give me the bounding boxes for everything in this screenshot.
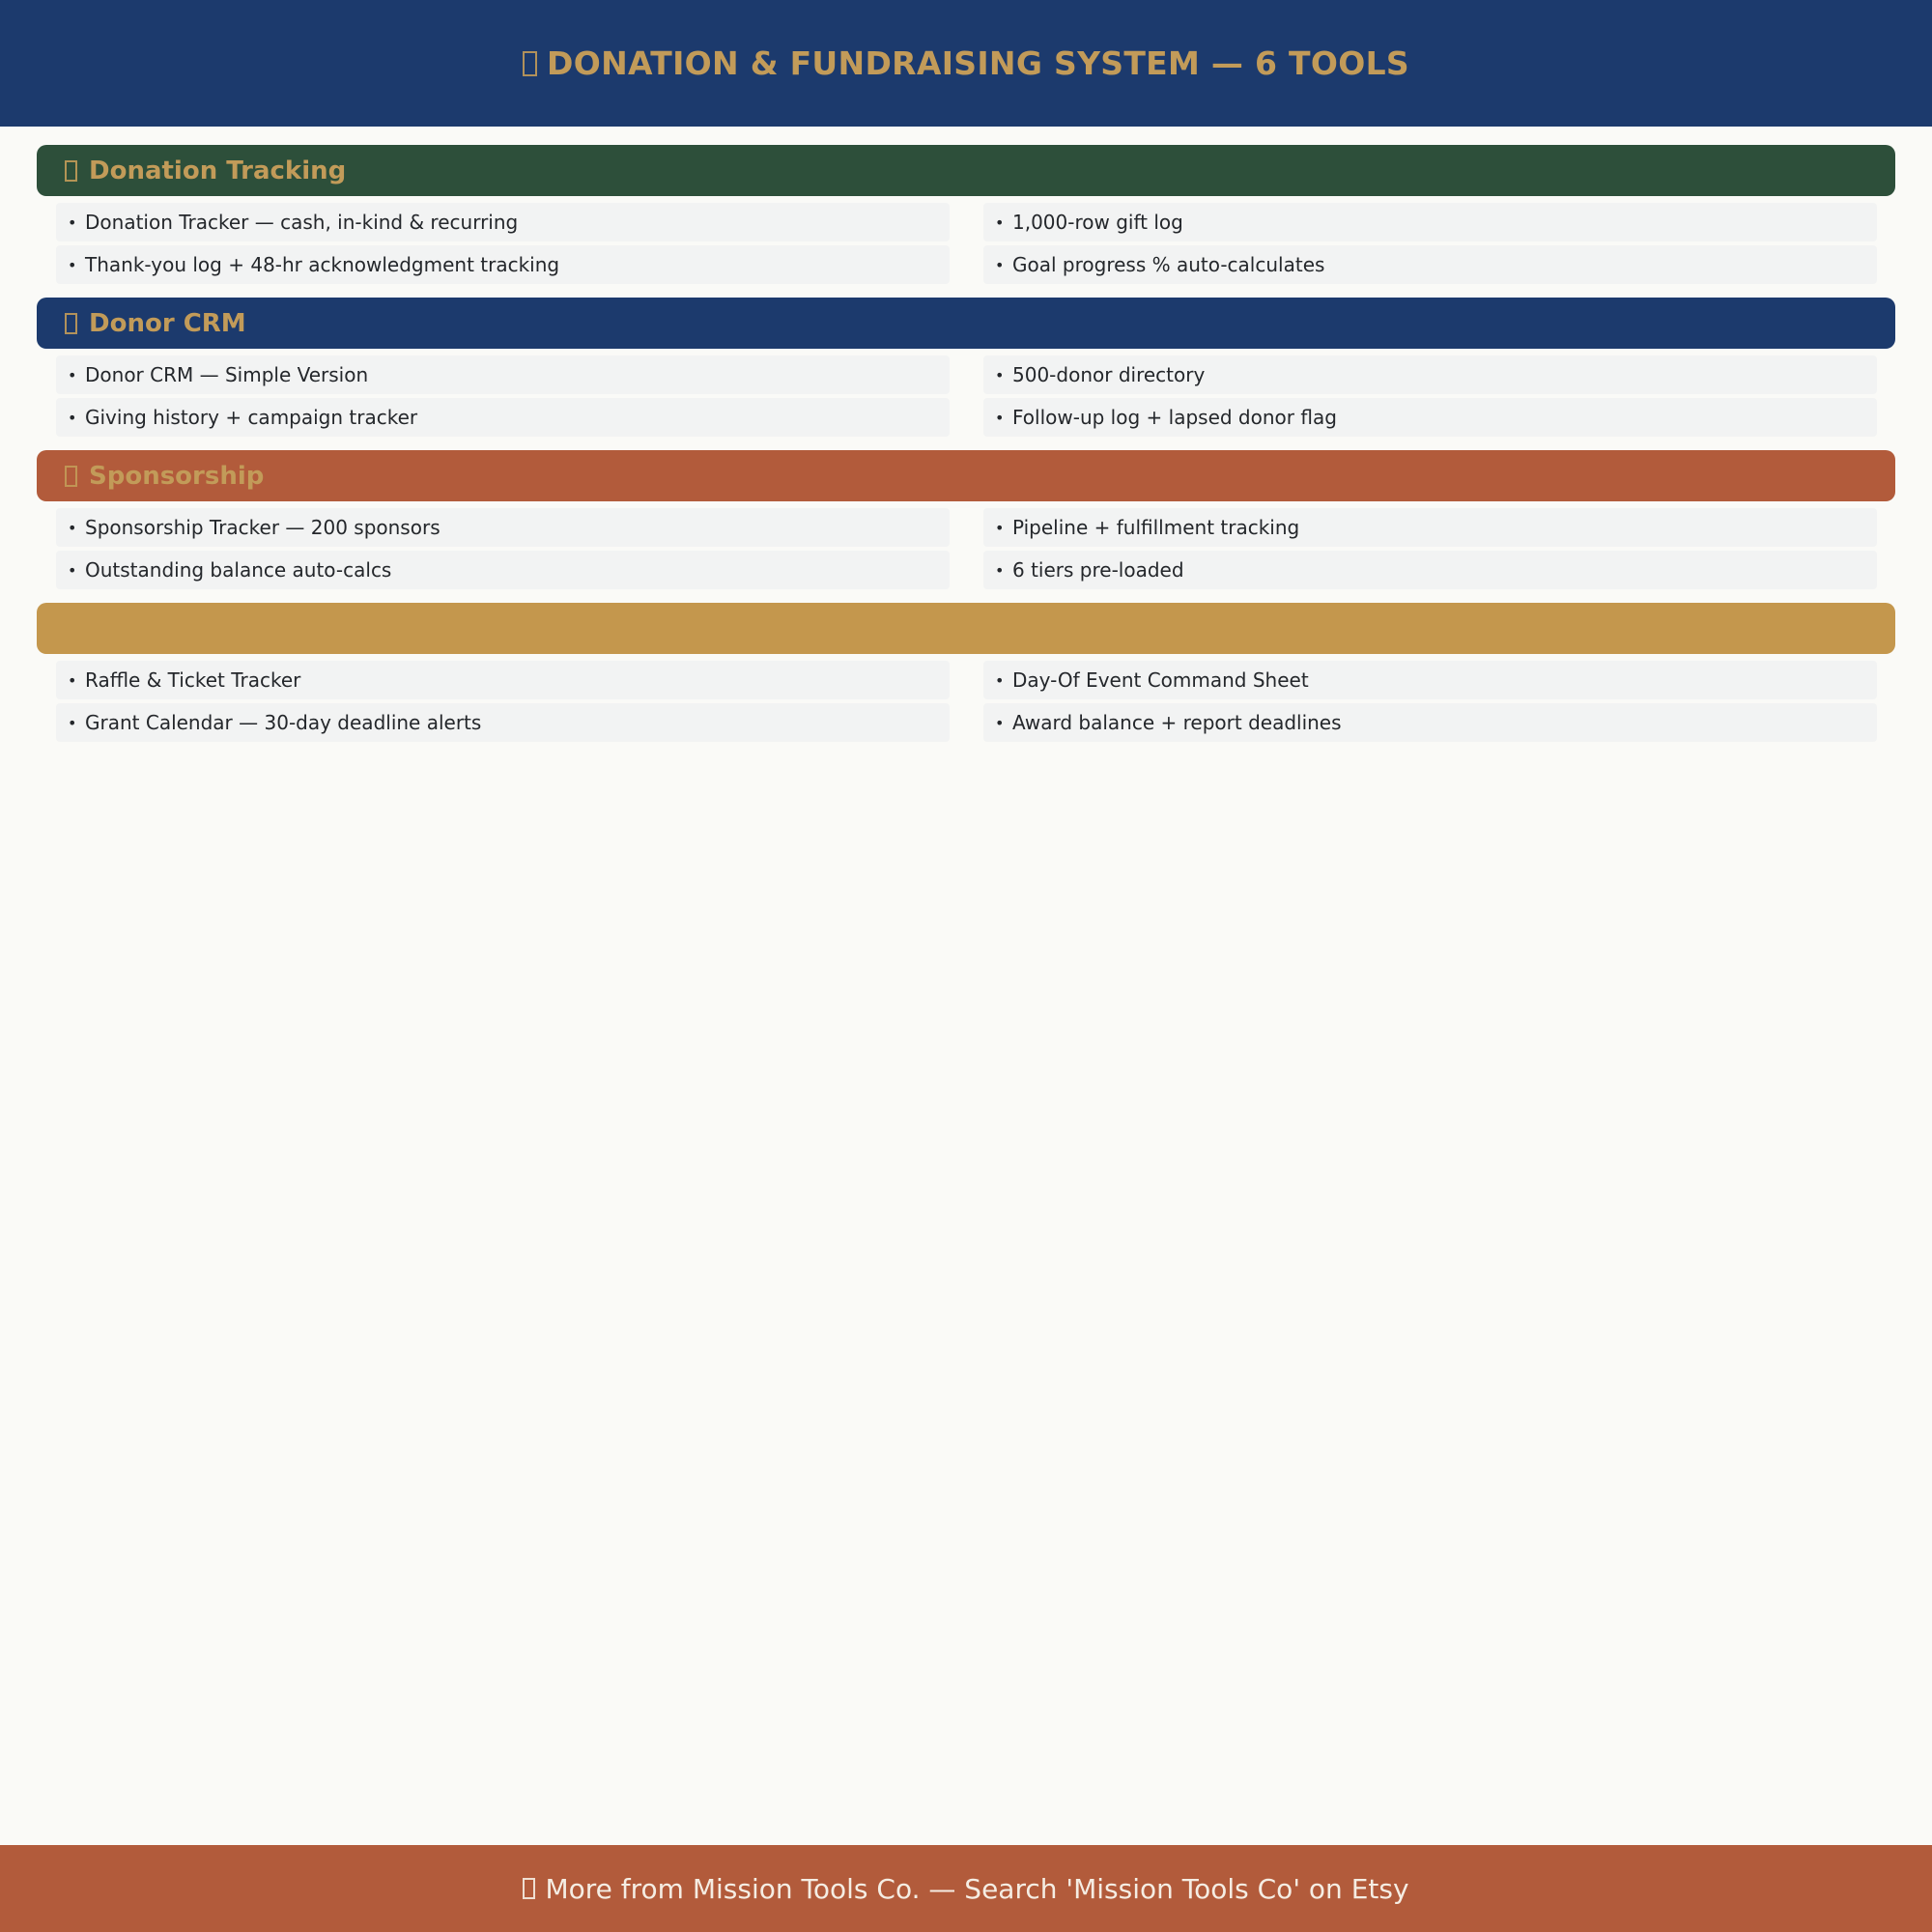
bullet-icon: • — [995, 365, 1005, 384]
section-header-bar — [37, 145, 1895, 196]
list-item-text: Outstanding balance auto-calcs — [85, 558, 392, 582]
section-title-text: Sponsorship — [89, 461, 265, 491]
list-item — [983, 355, 1877, 394]
bullet-icon: • — [68, 560, 77, 580]
bullet-icon: • — [995, 560, 1005, 580]
box-glyph-icon — [65, 160, 77, 182]
bullet-icon: • — [68, 408, 77, 427]
list-item-text: Donor CRM — Simple Version — [85, 363, 369, 386]
list-item — [983, 551, 1877, 589]
bullet-icon: • — [995, 408, 1005, 427]
section-title — [65, 156, 346, 185]
list-item — [983, 203, 1877, 242]
list-item — [56, 661, 950, 699]
page-title-text: DONATION & FUNDRAISING SYSTEM — 6 TOOLS — [547, 44, 1409, 82]
list-item-text: Giving history + campaign tracker — [85, 406, 418, 429]
list-item-text: Raffle & Ticket Tracker — [85, 668, 301, 692]
bullet-icon: • — [68, 713, 77, 732]
list-item — [56, 703, 950, 742]
page-title — [523, 44, 1409, 82]
footer-text-content: More from Mission Tools Co. — Search 'Mission Tools Co' on Etsy — [545, 1872, 1409, 1905]
bullet-icon: • — [995, 670, 1005, 690]
list-item — [56, 508, 950, 547]
list-item-text: Goal progress % auto-calculates — [1012, 253, 1325, 276]
list-item — [983, 245, 1877, 284]
box-glyph-icon — [65, 466, 77, 487]
list-item-text: 6 tiers pre-loaded — [1012, 558, 1184, 582]
section-sponsorship — [37, 450, 1895, 589]
bullet-icon: • — [995, 213, 1005, 232]
list-item — [56, 355, 950, 394]
section-donor-crm — [37, 298, 1895, 437]
section-items — [37, 349, 1895, 437]
footer-text — [523, 1873, 1408, 1905]
list-item-text: 500-donor directory — [1012, 363, 1206, 386]
list-item-text: Grant Calendar — 30-day deadline alerts — [85, 711, 482, 734]
list-item — [56, 203, 950, 242]
section-items — [37, 654, 1895, 742]
list-item-text: Follow-up log + lapsed donor flag — [1012, 406, 1337, 429]
bullet-icon: • — [995, 255, 1005, 274]
list-item — [983, 661, 1877, 699]
list-item — [56, 551, 950, 589]
section-title — [65, 462, 264, 491]
list-item — [56, 245, 950, 284]
section-title — [65, 309, 246, 338]
list-item-text: Day-Of Event Command Sheet — [1012, 668, 1309, 692]
box-glyph-icon — [523, 51, 537, 76]
list-item — [983, 703, 1877, 742]
section-header-bar — [37, 298, 1895, 349]
list-item — [983, 398, 1877, 437]
list-item-text: 1,000-row gift log — [1012, 211, 1183, 234]
section-donation-tracking — [37, 145, 1895, 284]
section-items — [37, 196, 1895, 284]
bullet-icon: • — [68, 365, 77, 384]
list-item-text: Pipeline + fulfillment tracking — [1012, 516, 1300, 539]
list-item-text: Donation Tracker — cash, in-kind & recurring — [85, 211, 519, 234]
section-items — [37, 501, 1895, 589]
section-header-bar — [37, 603, 1895, 654]
bullet-icon: • — [68, 670, 77, 690]
list-item-text: Thank-you log + 48-hr acknowledgment tracking — [85, 253, 560, 276]
bullet-icon: • — [68, 255, 77, 274]
bullet-icon: • — [995, 713, 1005, 732]
section-title-text: Donor CRM — [89, 308, 246, 338]
sections-list — [37, 145, 1895, 755]
section-header-bar — [37, 450, 1895, 501]
list-item-text: Award balance + report deadlines — [1012, 711, 1342, 734]
bullet-icon: • — [995, 518, 1005, 537]
page-header — [0, 0, 1932, 127]
section-title-text: Donation Tracking — [89, 156, 347, 185]
list-item-text: Sponsorship Tracker — 200 sponsors — [85, 516, 440, 539]
section-events-grants — [37, 603, 1895, 742]
list-item — [56, 398, 950, 437]
bullet-icon: • — [68, 213, 77, 232]
box-glyph-icon — [65, 313, 77, 334]
page-footer — [0, 1845, 1932, 1932]
bullet-icon: • — [68, 518, 77, 537]
box-glyph-icon — [523, 1878, 535, 1899]
list-item — [983, 508, 1877, 547]
